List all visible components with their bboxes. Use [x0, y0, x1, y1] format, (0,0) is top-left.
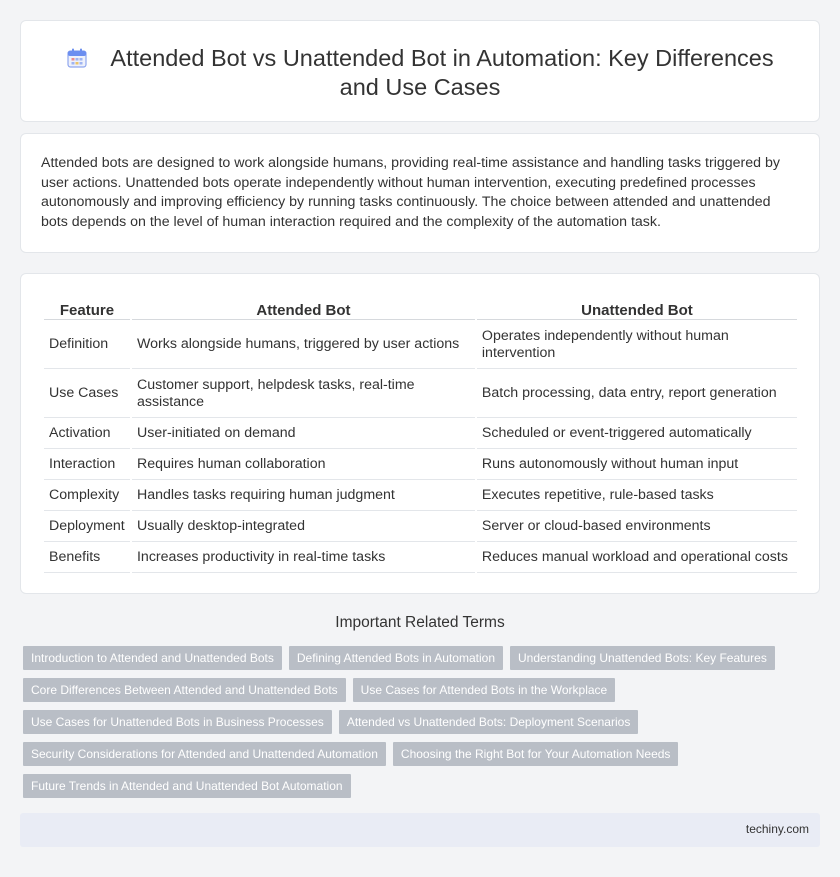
feature-cell: Complexity — [44, 482, 130, 511]
table-row — [44, 482, 797, 511]
related-term-tag[interactable]: Understanding Unattended Bots: Key Features — [510, 646, 775, 670]
unattended-cell: Server or cloud-based environments — [477, 513, 797, 542]
related-term-tag[interactable]: Use Cases for Unattended Bots in Business Processes — [23, 710, 332, 734]
intro-paragraph: Attended bots are designed to work alongside humans, providing real-time assistance and handling tasks triggered by user actions. Unattended bots operate independently without human intervention, executing predefined processes autonomously and improving efficiency by running tasks continuously. The choice between attended and unattended bots depends on the level of human interaction required and the complexity of the automation task. — [41, 155, 780, 230]
attended-cell: User-initiated on demand — [132, 420, 475, 449]
table-row — [44, 420, 797, 449]
related-term-tag[interactable]: Future Trends in Attended and Unattended Bot Automation — [23, 774, 351, 798]
related-term-tag[interactable]: Attended vs Unattended Bots: Deployment Scenarios — [339, 710, 639, 734]
table-row — [44, 513, 797, 542]
unattended-cell: Executes repetitive, rule-based tasks — [477, 482, 797, 511]
unattended-cell: Operates independently without human intervention — [477, 322, 797, 369]
attended-cell: Works alongside humans, triggered by user actions — [132, 322, 475, 369]
intro-card — [20, 133, 820, 253]
related-term-tag[interactable]: Introduction to Attended and Unattended Bots — [23, 646, 282, 670]
attended-cell: Requires human collaboration — [132, 451, 475, 480]
related-terms-title: Important Related Terms — [335, 614, 505, 631]
feature-cell: Definition — [44, 322, 130, 369]
table-row — [44, 322, 797, 369]
related-term-tag[interactable]: Security Considerations for Attended and Unattended Automation — [23, 742, 386, 766]
comparison-table — [42, 295, 799, 575]
related-term-tag[interactable]: Defining Attended Bots in Automation — [289, 646, 503, 670]
footer-site-link[interactable]: techiny.com — [745, 822, 809, 836]
calendar-icon — [66, 47, 88, 69]
table-header-row — [44, 297, 797, 320]
table-row — [44, 451, 797, 480]
attended-cell: Usually desktop-integrated — [132, 513, 475, 542]
feature-cell: Deployment — [44, 513, 130, 542]
attended-cell: Customer support, helpdesk tasks, real-time assistance — [132, 371, 475, 418]
feature-cell: Use Cases — [44, 371, 130, 418]
related-term-tag[interactable]: Choosing the Right Bot for Your Automation Needs — [393, 742, 679, 766]
feature-cell: Interaction — [44, 451, 130, 480]
unattended-cell: Reduces manual workload and operational costs — [477, 544, 797, 573]
feature-cell: Benefits — [44, 544, 130, 573]
page-title — [61, 44, 779, 102]
header-attended: Attended Bot — [132, 297, 475, 320]
attended-cell: Increases productivity in real-time tasks — [132, 544, 475, 573]
header-unattended: Unattended Bot — [477, 297, 797, 320]
attended-cell: Handles tasks requiring human judgment — [132, 482, 475, 511]
header-feature: Feature — [44, 297, 130, 320]
page-title-text: Attended Bot vs Unattended Bot in Automation: Key Differences and Use Cases — [110, 45, 774, 100]
table-row — [44, 544, 797, 573]
related-term-tag[interactable]: Use Cases for Attended Bots in the Workplace — [353, 678, 616, 702]
comparison-card — [20, 273, 820, 594]
title-card — [20, 20, 820, 122]
related-terms-list — [23, 646, 803, 806]
unattended-cell: Scheduled or event-triggered automatically — [477, 420, 797, 449]
unattended-cell: Batch processing, data entry, report generation — [477, 371, 797, 418]
unattended-cell: Runs autonomously without human input — [477, 451, 797, 480]
related-term-tag[interactable]: Core Differences Between Attended and Unattended Bots — [23, 678, 346, 702]
footer — [20, 813, 820, 847]
feature-cell: Activation — [44, 420, 130, 449]
table-row — [44, 371, 797, 418]
